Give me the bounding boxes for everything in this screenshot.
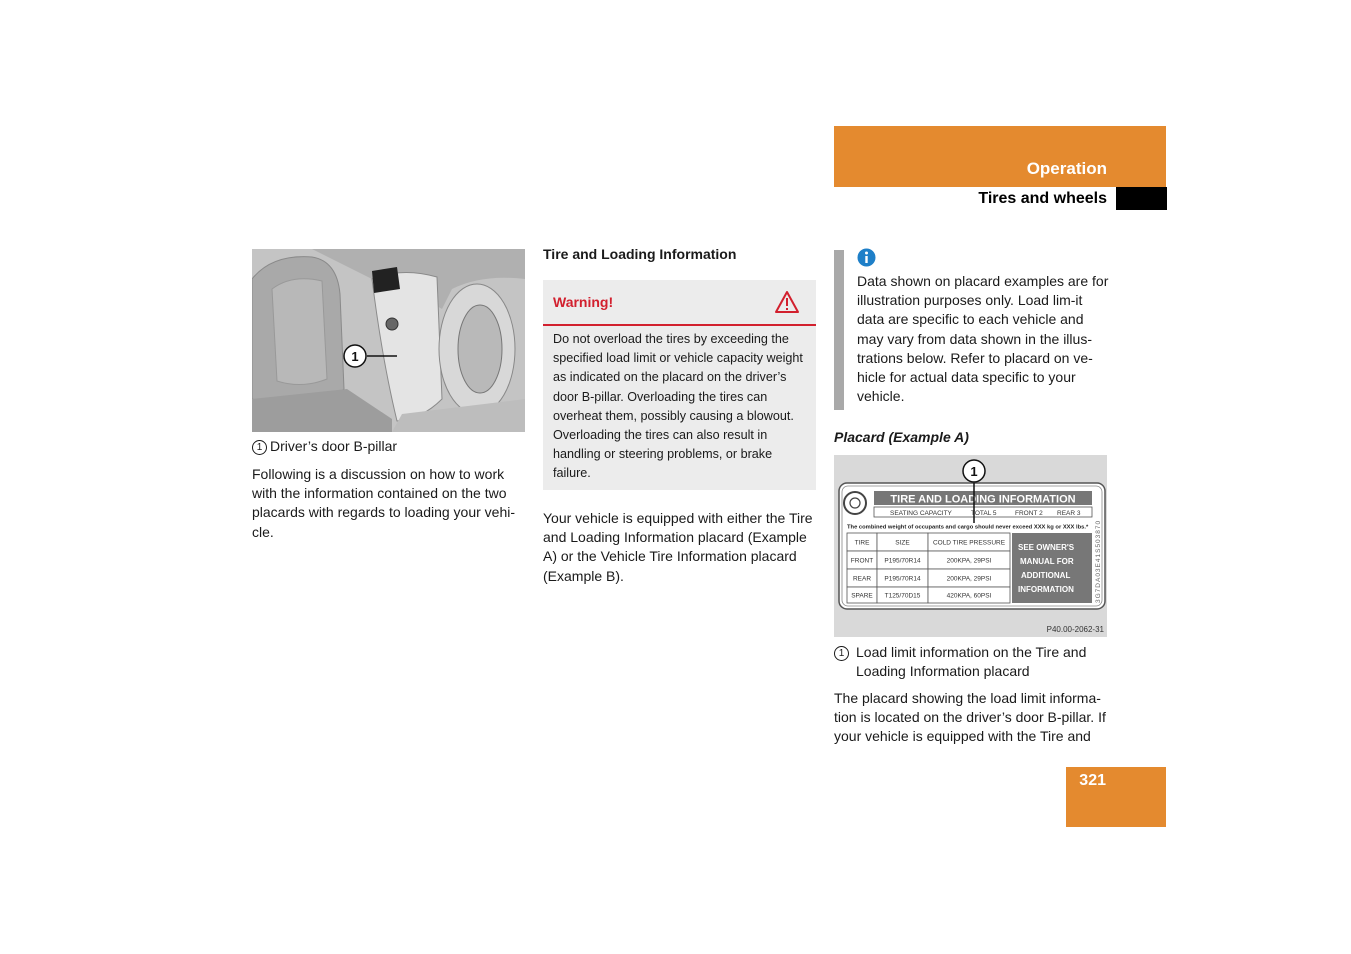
subsection-marker bbox=[1116, 187, 1167, 210]
equipment-paragraph: Your vehicle is equipped with either the Tire and Loading Information placard (Example A) or the Vehicle Tire Information placard (Example B). bbox=[543, 510, 813, 584]
col-size: SIZE bbox=[895, 539, 910, 547]
placard-callout-1: 1 bbox=[970, 464, 978, 479]
info-text: Data shown on placard examples are for illustration purposes only. Load lim-it data are specific to each vehicle and may vary from data shown in the illus-trations below. Refer to placard on ve-hicle for actual data specific to your vehicle. bbox=[857, 273, 1109, 405]
seating-total: TOTAL 5 bbox=[971, 510, 997, 517]
placard-heading: TIRE AND LOADING INFORMATION bbox=[890, 493, 1076, 506]
row-spare-pressure: 420KPA, 60PSI bbox=[946, 592, 992, 600]
seating-capacity: SEATING CAPACITY bbox=[890, 510, 952, 517]
placard-caption-callout: 1 bbox=[834, 646, 849, 661]
figure-callout-1: 1 bbox=[351, 349, 359, 364]
placard-illustration bbox=[834, 455, 1107, 637]
b-pillar-illustration bbox=[252, 249, 525, 432]
page-number: 321 bbox=[1079, 772, 1106, 789]
combined-weight-note: The combined weight of occupants and cargo should never exceed XXX kg or XXX lbs.* bbox=[847, 524, 1089, 531]
section-title: Operation bbox=[1026, 159, 1107, 178]
warning-title: Warning! bbox=[553, 294, 614, 310]
figure-id: P40.00-2062-31 bbox=[1046, 625, 1104, 634]
placard-title: Placard (Example A) bbox=[834, 429, 969, 445]
location-paragraph: The placard showing the load limit informa-tion is located on the driver’s door B-pillar. If your vehicle is equipped with the Tire and bbox=[834, 690, 1106, 745]
section-heading: Tire and Loading Information bbox=[543, 246, 737, 262]
warning-text: Do not overload the tires by exceeding the specified load limit or vehicle capacity weight as indicated on the placard on the driver’s door B-pillar. Overloading the tires can overheat them, possibly causing a blowout. Overloading the tires can also result in handling or steering problems, or brake failure. bbox=[553, 332, 803, 481]
caption-callout: 1 bbox=[252, 440, 267, 455]
subsection-title: Tires and wheels bbox=[978, 190, 1107, 207]
owners-manual-line-2: MANUAL FOR bbox=[1020, 557, 1074, 566]
row-front-size: P195/70R14 bbox=[884, 557, 921, 565]
vertical-code: 3G7DA03E41S503870 bbox=[1095, 519, 1102, 603]
figure-caption bbox=[252, 437, 525, 456]
owners-manual-line-1: SEE OWNER'S bbox=[1018, 543, 1075, 552]
info-icon bbox=[857, 248, 876, 267]
row-front-tire: FRONT bbox=[850, 557, 874, 565]
seating-front: FRONT 2 bbox=[1015, 510, 1043, 517]
info-bar bbox=[834, 250, 844, 410]
owners-manual-line-4: INFORMATION bbox=[1018, 585, 1074, 594]
col-pressure: COLD TIRE PRESSURE bbox=[932, 539, 1006, 547]
row-rear-size: P195/70R14 bbox=[884, 575, 921, 583]
b-pillar-figure bbox=[252, 249, 525, 432]
placard-figure bbox=[834, 455, 1107, 637]
placard-caption bbox=[834, 643, 1108, 681]
row-rear-pressure: 200KPA, 29PSI bbox=[946, 575, 992, 583]
col-tire: TIRE bbox=[854, 539, 870, 547]
row-spare-size: T125/70D15 bbox=[884, 592, 921, 600]
intro-paragraph: Following is a discussion on how to work with the information contained on the two placards with regards to loading your vehi-cle. bbox=[252, 466, 516, 540]
caption-text: Driver’s door B-pillar bbox=[270, 438, 398, 454]
row-front-pressure: 200KPA, 29PSI bbox=[946, 557, 992, 565]
placard-caption-text: Load limit information on the Tire and Loading Information placard bbox=[856, 644, 1087, 680]
row-spare-tire: SPARE bbox=[851, 592, 873, 600]
seating-rear: REAR 3 bbox=[1057, 510, 1081, 517]
row-rear-tire: REAR bbox=[852, 575, 872, 583]
owners-manual-line-3: ADDITIONAL bbox=[1021, 571, 1071, 580]
warning-triangle-icon bbox=[774, 290, 800, 314]
